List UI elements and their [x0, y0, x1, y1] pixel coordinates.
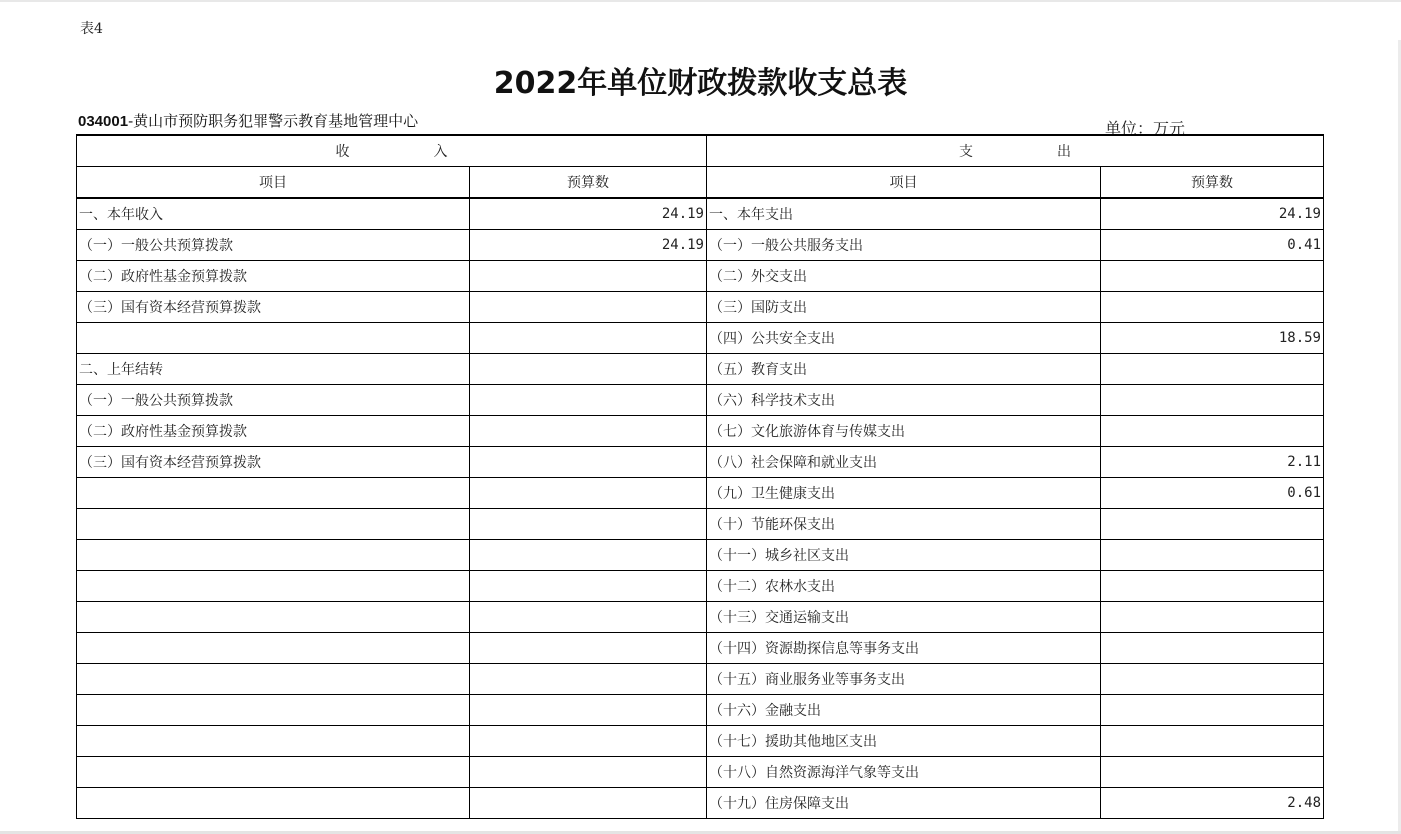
income-budget-cell [470, 261, 707, 292]
expense-item-cell: （六）科学技术支出 [707, 385, 1101, 416]
organization-line [78, 110, 418, 131]
table-row [77, 571, 1324, 602]
expense-budget-cell: 24.19 [1101, 198, 1324, 230]
expense-budget-cell [1101, 602, 1324, 633]
expense-item-cell: （一）一般公共服务支出 [707, 230, 1101, 261]
income-budget-cell: 24.19 [470, 198, 707, 230]
income-item-cell [77, 509, 470, 540]
income-item-cell [77, 757, 470, 788]
table-row [77, 478, 1324, 509]
income-item-cell [77, 540, 470, 571]
income-item-cell: 二、上年结转 [77, 354, 470, 385]
budget-table [76, 134, 1324, 819]
expense-item-cell: （五）教育支出 [707, 354, 1101, 385]
table-row [77, 509, 1324, 540]
table-row [77, 788, 1324, 819]
sheet-label: 表4 [80, 21, 103, 37]
page-title: 2022年单位财政拨款收支总表 [493, 66, 908, 101]
expense-item-cell: 一、本年支出 [707, 198, 1101, 230]
income-budget-cell [470, 385, 707, 416]
income-item-cell [77, 571, 470, 602]
table-row [77, 726, 1324, 757]
income-budget-cell [470, 540, 707, 571]
income-item-cell [77, 478, 470, 509]
expense-item-cell: （十三）交通运输支出 [707, 602, 1101, 633]
table-row [77, 757, 1324, 788]
income-budget-cell [470, 292, 707, 323]
expense-item-cell: （七）文化旅游体育与传媒支出 [707, 416, 1101, 447]
expense-item-cell: （十七）援助其他地区支出 [707, 726, 1101, 757]
income-budget-cell [470, 633, 707, 664]
table-row [77, 198, 1324, 230]
expense-budget-cell [1101, 633, 1324, 664]
income-item-cell: （三）国有资本经营预算拨款 [77, 292, 470, 323]
expense-budget-cell [1101, 540, 1324, 571]
expense-budget-cell [1101, 292, 1324, 323]
table-row [77, 230, 1324, 261]
income-budget-cell [470, 726, 707, 757]
expense-item-cell: （十八）自然资源海洋气象等支出 [707, 757, 1101, 788]
income-item-cell: （二）政府性基金预算拨款 [77, 416, 470, 447]
expense-item-cell: （十）节能环保支出 [707, 509, 1101, 540]
income-budget-cell [470, 664, 707, 695]
expense-budget-cell [1101, 385, 1324, 416]
income-budget-cell [470, 695, 707, 726]
income-item-cell [77, 788, 470, 819]
expense-budget-cell: 0.61 [1101, 478, 1324, 509]
top-border [0, 0, 1401, 2]
income-budget-cell [470, 602, 707, 633]
expense-budget-cell [1101, 416, 1324, 447]
table-row [77, 261, 1324, 292]
income-item-cell [77, 633, 470, 664]
table-row [77, 695, 1324, 726]
expense-item-cell: （四）公共安全支出 [707, 323, 1101, 354]
expense-item-cell: （二）外交支出 [707, 261, 1101, 292]
expense-budget-cell [1101, 571, 1324, 602]
income-budget-cell [470, 416, 707, 447]
income-budget-cell [470, 757, 707, 788]
income-item-cell: （三）国有资本经营预算拨款 [77, 447, 470, 478]
expense-budget-cell [1101, 757, 1324, 788]
expense-item-cell: （十四）资源勘探信息等事务支出 [707, 633, 1101, 664]
income-item-cell: （二）政府性基金预算拨款 [77, 261, 470, 292]
expense-budget-cell [1101, 509, 1324, 540]
section-expenditure: 支 出 [707, 135, 1324, 167]
col-income-budget: 预算数 [470, 167, 707, 199]
table-row [77, 323, 1324, 354]
table-row [77, 540, 1324, 571]
table-row [77, 602, 1324, 633]
income-budget-cell [470, 509, 707, 540]
income-item-cell [77, 323, 470, 354]
table-row [77, 416, 1324, 447]
expense-budget-cell: 0.41 [1101, 230, 1324, 261]
income-budget-cell [470, 788, 707, 819]
expense-item-cell: （十二）农林水支出 [707, 571, 1101, 602]
col-income-item: 项目 [77, 167, 470, 199]
table-row [77, 292, 1324, 323]
expense-budget-cell [1101, 664, 1324, 695]
income-budget-cell: 24.19 [470, 230, 707, 261]
table-row [77, 385, 1324, 416]
table-row [77, 664, 1324, 695]
col-expense-item: 项目 [707, 167, 1101, 199]
income-item-cell [77, 602, 470, 633]
table-row [77, 633, 1324, 664]
expense-item-cell: （十六）金融支出 [707, 695, 1101, 726]
expense-budget-cell: 2.11 [1101, 447, 1324, 478]
expense-item-cell: （十九）住房保障支出 [707, 788, 1101, 819]
expense-item-cell: （十五）商业服务业等事务支出 [707, 664, 1101, 695]
income-budget-cell [470, 571, 707, 602]
table-row [77, 354, 1324, 385]
column-header-row [77, 167, 1324, 199]
section-income: 收 入 [77, 135, 707, 167]
section-header-row [77, 135, 1324, 167]
income-budget-cell [470, 354, 707, 385]
unit-label: 单位：万元 [1105, 119, 1186, 138]
income-item-cell [77, 726, 470, 757]
expense-item-cell: （八）社会保障和就业支出 [707, 447, 1101, 478]
expense-budget-cell: 18.59 [1101, 323, 1324, 354]
expense-item-cell: （九）卫生健康支出 [707, 478, 1101, 509]
income-item-cell [77, 695, 470, 726]
income-item-cell: （一）一般公共预算拨款 [77, 385, 470, 416]
income-item-cell: （一）一般公共预算拨款 [77, 230, 470, 261]
expense-budget-cell [1101, 695, 1324, 726]
income-item-cell [77, 664, 470, 695]
organization-name: -黄山市预防职务犯罪警示教育基地管理中心 [128, 112, 419, 130]
expense-budget-cell [1101, 261, 1324, 292]
expense-budget-cell [1101, 354, 1324, 385]
income-item-cell: 一、本年收入 [77, 198, 470, 230]
table-row [77, 447, 1324, 478]
col-expense-budget: 预算数 [1101, 167, 1324, 199]
income-budget-cell [470, 323, 707, 354]
expense-item-cell: （三）国防支出 [707, 292, 1101, 323]
expense-budget-cell [1101, 726, 1324, 757]
income-budget-cell [470, 447, 707, 478]
expense-item-cell: （十一）城乡社区支出 [707, 540, 1101, 571]
income-budget-cell [470, 478, 707, 509]
organization-code: 034001 [78, 113, 129, 130]
expense-budget-cell: 2.48 [1101, 788, 1324, 819]
